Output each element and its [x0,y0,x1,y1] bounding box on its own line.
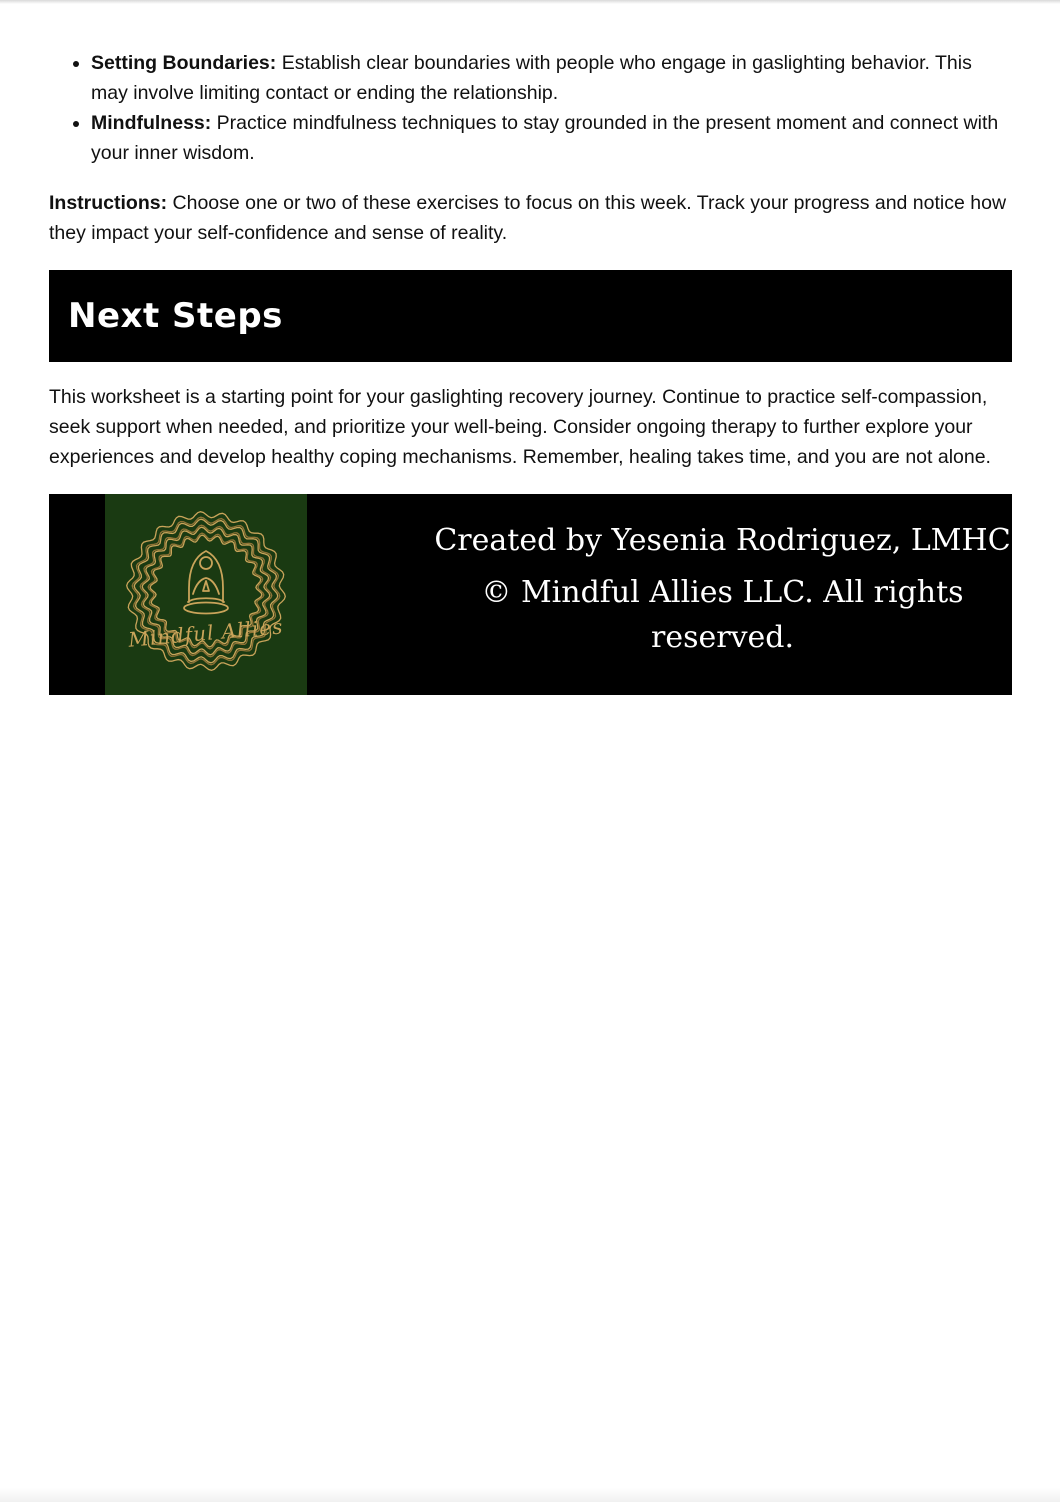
next-steps-banner [49,270,1012,362]
copyright-line: © Mindful Allies LLC. All rights reserved. [481,575,964,655]
banner-notch [363,519,385,526]
instructions-label: Instructions: [49,192,168,214]
list-item-label: Mindfulness: [91,112,212,134]
instructions-paragraph [49,188,1012,248]
list-item-text: Establish clear boundaries with people who engage in gaslighting behavior. This may involve limiting contact or ending the relationship. [91,52,972,104]
mindful-allies-logo-icon [105,494,307,695]
list-item-setting-boundaries [91,48,1012,108]
instructions-text: Choose one or two of these exercises to focus on this week. Track your progress and notice how they impact your self-confidence and sense of reality. [49,192,1007,244]
meditation-figure-icon [184,551,228,614]
credit-line: Created by Yesenia Rodriguez, LMHC [434,523,1011,558]
page-content [49,0,1012,695]
coping-strategies-list [49,48,1012,168]
list-item-mindfulness [91,108,1012,168]
logo-script-text: Mindful Allies [127,614,285,652]
page-bottom-shadow [0,1488,1060,1502]
logo-panel [105,494,307,695]
list-item-text: Practice mindfulness techniques to stay grounded in the present moment and connect with your inner wisdom. [91,112,999,164]
closing-paragraph: This worksheet is a starting point for your gaslighting recovery journey. Continue to practice self-compassion, seek support when needed, and prioritize your well-being. Consider ongoing therapy to further explore your experiences and develop healthy coping mechanisms. Remember, healing takes time, and you are not alone. [49,386,991,468]
list-item-label: Setting Boundaries: [91,52,277,74]
footer-text [307,494,1012,695]
section-heading: Next Steps [68,296,283,336]
footer-banner [49,494,1012,695]
